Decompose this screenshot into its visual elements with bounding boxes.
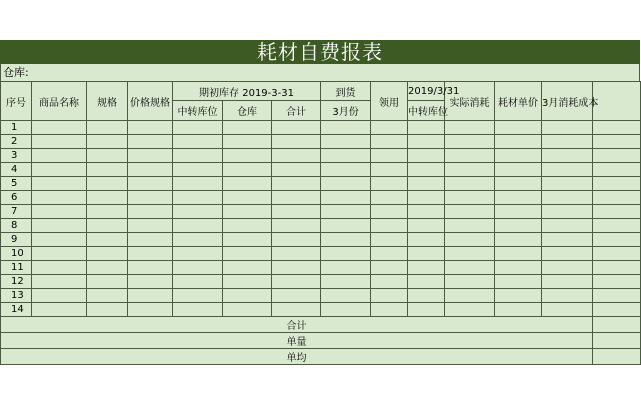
header-date[interactable]: 2019/3/31 [408, 82, 445, 101]
data-cell[interactable] [87, 135, 128, 149]
data-cell[interactable] [32, 275, 87, 289]
data-cell[interactable] [87, 233, 128, 247]
data-cell[interactable] [445, 247, 495, 261]
data-cell[interactable] [495, 233, 542, 247]
data-cell[interactable] [445, 121, 495, 135]
data-cell[interactable] [173, 275, 223, 289]
data-cell[interactable] [87, 289, 128, 303]
data-cell[interactable] [321, 177, 371, 191]
data-cell[interactable] [223, 233, 272, 247]
data-cell[interactable] [223, 219, 272, 233]
data-cell[interactable] [321, 261, 371, 275]
table-row [1, 247, 641, 261]
table-row [1, 289, 641, 303]
warehouse-label: 仓库: [0, 64, 640, 81]
data-cell[interactable] [87, 149, 128, 163]
data-cell[interactable] [408, 163, 445, 177]
footer-value-cell[interactable] [593, 349, 641, 365]
data-cell[interactable] [128, 303, 173, 317]
data-cell[interactable] [542, 121, 593, 135]
header-extra[interactable] [593, 82, 641, 121]
data-cell[interactable] [371, 247, 408, 261]
data-cell[interactable] [321, 303, 371, 317]
data-cell[interactable] [128, 219, 173, 233]
data-cell[interactable] [371, 303, 408, 317]
row-number-cell[interactable]: 6 [1, 191, 32, 205]
data-cell[interactable] [593, 177, 641, 191]
data-cell[interactable] [542, 219, 593, 233]
data-cell[interactable] [272, 191, 321, 205]
header-arrival[interactable]: 到货 [321, 82, 371, 101]
data-cell[interactable] [173, 205, 223, 219]
table-row [1, 135, 641, 149]
data-cell[interactable] [445, 205, 495, 219]
row-number-cell[interactable]: 10 [1, 247, 32, 261]
data-cell[interactable] [223, 135, 272, 149]
data-cell[interactable] [173, 233, 223, 247]
table-row [1, 233, 641, 247]
data-cell[interactable] [495, 261, 542, 275]
data-cell[interactable] [223, 275, 272, 289]
data-cell[interactable] [32, 303, 87, 317]
header-opening-stock[interactable]: 期初库存 2019-3-31 [173, 82, 321, 101]
data-cell[interactable] [128, 135, 173, 149]
data-cell[interactable] [371, 233, 408, 247]
data-cell[interactable] [495, 177, 542, 191]
footer-value-cell[interactable] [593, 317, 641, 333]
data-cell[interactable] [321, 205, 371, 219]
data-cell[interactable] [408, 219, 445, 233]
data-cell[interactable] [445, 149, 495, 163]
header-transit-location[interactable]: 中转库位 [173, 101, 223, 121]
data-cell[interactable] [495, 303, 542, 317]
data-cell[interactable] [408, 289, 445, 303]
data-cell[interactable] [87, 191, 128, 205]
table-row [1, 205, 641, 219]
data-cell[interactable] [272, 247, 321, 261]
data-cell[interactable] [272, 219, 321, 233]
data-cell[interactable] [173, 247, 223, 261]
data-cell[interactable] [272, 275, 321, 289]
data-cell[interactable] [371, 289, 408, 303]
footer-value-cell[interactable] [593, 333, 641, 349]
data-cell[interactable] [542, 289, 593, 303]
data-cell[interactable] [32, 121, 87, 135]
table-row [1, 163, 641, 177]
data-cell[interactable] [173, 135, 223, 149]
data-cell[interactable] [128, 247, 173, 261]
data-cell[interactable] [173, 121, 223, 135]
data-cell[interactable] [223, 177, 272, 191]
header-product-name[interactable]: 商品名称 [32, 82, 87, 121]
data-cell[interactable] [371, 177, 408, 191]
data-cell[interactable] [495, 289, 542, 303]
data-cell[interactable] [173, 163, 223, 177]
data-cell[interactable] [32, 135, 87, 149]
data-cell[interactable] [593, 149, 641, 163]
row-number-cell[interactable]: 14 [1, 303, 32, 317]
data-cell[interactable] [321, 233, 371, 247]
data-cell[interactable] [272, 121, 321, 135]
table-row [1, 303, 641, 317]
data-cell[interactable] [593, 261, 641, 275]
data-cell[interactable] [542, 275, 593, 289]
data-cell[interactable] [495, 219, 542, 233]
footer-label-total[interactable]: 合计 [1, 317, 593, 333]
data-cell[interactable] [223, 261, 272, 275]
data-cell[interactable] [128, 163, 173, 177]
footer-label-unit-avg[interactable]: 单均 [1, 349, 593, 365]
data-cell[interactable] [32, 247, 87, 261]
data-cell[interactable] [445, 191, 495, 205]
data-cell[interactable] [223, 303, 272, 317]
data-cell[interactable] [272, 149, 321, 163]
data-cell[interactable] [445, 219, 495, 233]
data-cell[interactable] [542, 191, 593, 205]
row-number-cell[interactable]: 9 [1, 233, 32, 247]
header-actual-consumption[interactable]: 实际消耗 [445, 82, 495, 121]
row-number-cell[interactable]: 12 [1, 275, 32, 289]
data-cell[interactable] [272, 233, 321, 247]
data-cell[interactable] [272, 205, 321, 219]
data-cell[interactable] [272, 177, 321, 191]
data-cell[interactable] [495, 121, 542, 135]
header-transit-location-2[interactable]: 中转库位 [408, 101, 445, 121]
data-cell[interactable] [495, 247, 542, 261]
header-seq[interactable]: 序号 [1, 82, 32, 121]
data-cell[interactable] [128, 289, 173, 303]
data-cell[interactable] [173, 303, 223, 317]
data-cell[interactable] [445, 261, 495, 275]
data-cell[interactable] [593, 233, 641, 247]
data-cell[interactable] [408, 261, 445, 275]
data-cell[interactable] [128, 275, 173, 289]
data-cell[interactable] [87, 205, 128, 219]
header-requisition[interactable]: 领用 [371, 82, 408, 121]
data-cell[interactable] [408, 135, 445, 149]
data-cell[interactable] [128, 261, 173, 275]
data-cell[interactable] [371, 135, 408, 149]
data-cell[interactable] [321, 275, 371, 289]
header-march-cost[interactable]: 3月消耗成本 [542, 82, 593, 121]
data-cell[interactable] [542, 149, 593, 163]
data-cell[interactable] [87, 177, 128, 191]
data-cell[interactable] [272, 261, 321, 275]
row-number-cell[interactable]: 5 [1, 177, 32, 191]
data-cell[interactable] [408, 149, 445, 163]
data-cell[interactable] [321, 149, 371, 163]
data-cell[interactable] [223, 289, 272, 303]
data-cell[interactable] [321, 163, 371, 177]
data-cell[interactable] [371, 205, 408, 219]
data-cell[interactable] [445, 135, 495, 149]
data-cell[interactable] [542, 205, 593, 219]
table-row [1, 121, 641, 135]
data-cell[interactable] [408, 233, 445, 247]
data-cell[interactable] [495, 191, 542, 205]
footer-row-total [1, 317, 641, 333]
table-row [1, 261, 641, 275]
header-spec[interactable]: 规格 [87, 82, 128, 121]
data-cell[interactable] [173, 289, 223, 303]
data-cell[interactable] [542, 303, 593, 317]
data-cell[interactable] [272, 135, 321, 149]
data-cell[interactable] [173, 191, 223, 205]
footer-row-unit-qty [1, 333, 641, 349]
row-number-cell[interactable]: 7 [1, 205, 32, 219]
data-cell[interactable] [408, 191, 445, 205]
data-cell[interactable] [173, 261, 223, 275]
data-cell[interactable] [32, 149, 87, 163]
data-cell[interactable] [32, 205, 87, 219]
sheet-title: 耗材自费报表 [0, 40, 640, 64]
data-cell[interactable] [542, 177, 593, 191]
data-cell[interactable] [128, 191, 173, 205]
data-cell[interactable] [371, 261, 408, 275]
data-cell[interactable] [408, 275, 445, 289]
data-cell[interactable] [128, 205, 173, 219]
data-cell[interactable] [272, 289, 321, 303]
data-cell[interactable] [371, 275, 408, 289]
data-cell[interactable] [128, 233, 173, 247]
row-number-cell[interactable]: 13 [1, 289, 32, 303]
data-cell[interactable] [321, 121, 371, 135]
data-cell[interactable] [371, 163, 408, 177]
data-cell[interactable] [371, 219, 408, 233]
data-cell[interactable] [445, 163, 495, 177]
data-cell[interactable] [408, 205, 445, 219]
data-cell[interactable] [593, 247, 641, 261]
data-cell[interactable] [408, 177, 445, 191]
header-row-1 [1, 82, 641, 101]
table-row [1, 275, 641, 289]
data-cell[interactable] [593, 205, 641, 219]
data-cell[interactable] [593, 303, 641, 317]
data-cell[interactable] [32, 233, 87, 247]
data-cell[interactable] [87, 303, 128, 317]
header-march[interactable]: 3月份 [321, 101, 371, 121]
row-number-cell[interactable]: 4 [1, 163, 32, 177]
data-cell[interactable] [32, 219, 87, 233]
data-cell[interactable] [593, 191, 641, 205]
data-cell[interactable] [223, 191, 272, 205]
data-cell[interactable] [32, 163, 87, 177]
data-cell[interactable] [542, 163, 593, 177]
data-cell[interactable] [593, 163, 641, 177]
data-cell[interactable] [87, 275, 128, 289]
data-cell[interactable] [495, 149, 542, 163]
table-row [1, 191, 641, 205]
data-cell[interactable] [87, 121, 128, 135]
data-cell[interactable] [542, 261, 593, 275]
data-cell[interactable] [593, 121, 641, 135]
header-warehouse[interactable]: 仓库 [223, 101, 272, 121]
table-row [1, 219, 641, 233]
data-cell[interactable] [128, 177, 173, 191]
header-price-spec[interactable]: 价格规格 [128, 82, 173, 121]
data-cell[interactable] [32, 177, 87, 191]
data-cell[interactable] [445, 289, 495, 303]
data-cell[interactable] [495, 275, 542, 289]
report-table [0, 81, 641, 365]
row-number-cell[interactable]: 2 [1, 135, 32, 149]
data-cell[interactable] [173, 149, 223, 163]
data-cell[interactable] [593, 275, 641, 289]
data-cell[interactable] [445, 177, 495, 191]
data-cell[interactable] [408, 247, 445, 261]
data-cell[interactable] [542, 233, 593, 247]
data-cell[interactable] [542, 135, 593, 149]
data-cell[interactable] [87, 163, 128, 177]
footer-row-unit-avg [1, 349, 641, 365]
data-cell[interactable] [272, 303, 321, 317]
data-cell[interactable] [593, 135, 641, 149]
data-cell[interactable] [495, 163, 542, 177]
data-cell[interactable] [593, 219, 641, 233]
data-cell[interactable] [371, 121, 408, 135]
header-unit-price[interactable]: 耗材单价 [495, 82, 542, 121]
table-row [1, 177, 641, 191]
data-cell[interactable] [445, 233, 495, 247]
data-cell[interactable] [445, 303, 495, 317]
data-cell[interactable] [87, 247, 128, 261]
row-number-cell[interactable]: 3 [1, 149, 32, 163]
data-cell[interactable] [128, 149, 173, 163]
data-cell[interactable] [445, 275, 495, 289]
data-cell[interactable] [32, 191, 87, 205]
data-cell[interactable] [223, 247, 272, 261]
data-cell[interactable] [173, 219, 223, 233]
expense-report-sheet [0, 40, 640, 365]
data-cell[interactable] [371, 191, 408, 205]
table-row [1, 149, 641, 163]
data-cell[interactable] [495, 205, 542, 219]
data-cell[interactable] [371, 149, 408, 163]
data-cell[interactable] [495, 135, 542, 149]
data-cell[interactable] [87, 219, 128, 233]
data-cell[interactable] [542, 247, 593, 261]
data-cell[interactable] [173, 177, 223, 191]
data-cell[interactable] [593, 289, 641, 303]
data-cell[interactable] [87, 261, 128, 275]
footer-label-unit-qty[interactable]: 单量 [1, 333, 593, 349]
data-cell[interactable] [128, 121, 173, 135]
data-cell[interactable] [408, 303, 445, 317]
data-cell[interactable] [32, 289, 87, 303]
data-cell[interactable] [223, 163, 272, 177]
data-cell[interactable] [321, 247, 371, 261]
data-cell[interactable] [408, 121, 445, 135]
row-number-cell[interactable]: 11 [1, 261, 32, 275]
data-cell[interactable] [272, 163, 321, 177]
data-cell[interactable] [32, 261, 87, 275]
data-cell[interactable] [223, 121, 272, 135]
row-number-cell[interactable]: 1 [1, 121, 32, 135]
data-cell[interactable] [321, 135, 371, 149]
data-cell[interactable] [223, 149, 272, 163]
row-number-cell[interactable]: 8 [1, 219, 32, 233]
data-cell[interactable] [223, 205, 272, 219]
data-cell[interactable] [321, 191, 371, 205]
header-total[interactable]: 合计 [272, 101, 321, 121]
data-cell[interactable] [321, 219, 371, 233]
data-cell[interactable] [321, 289, 371, 303]
